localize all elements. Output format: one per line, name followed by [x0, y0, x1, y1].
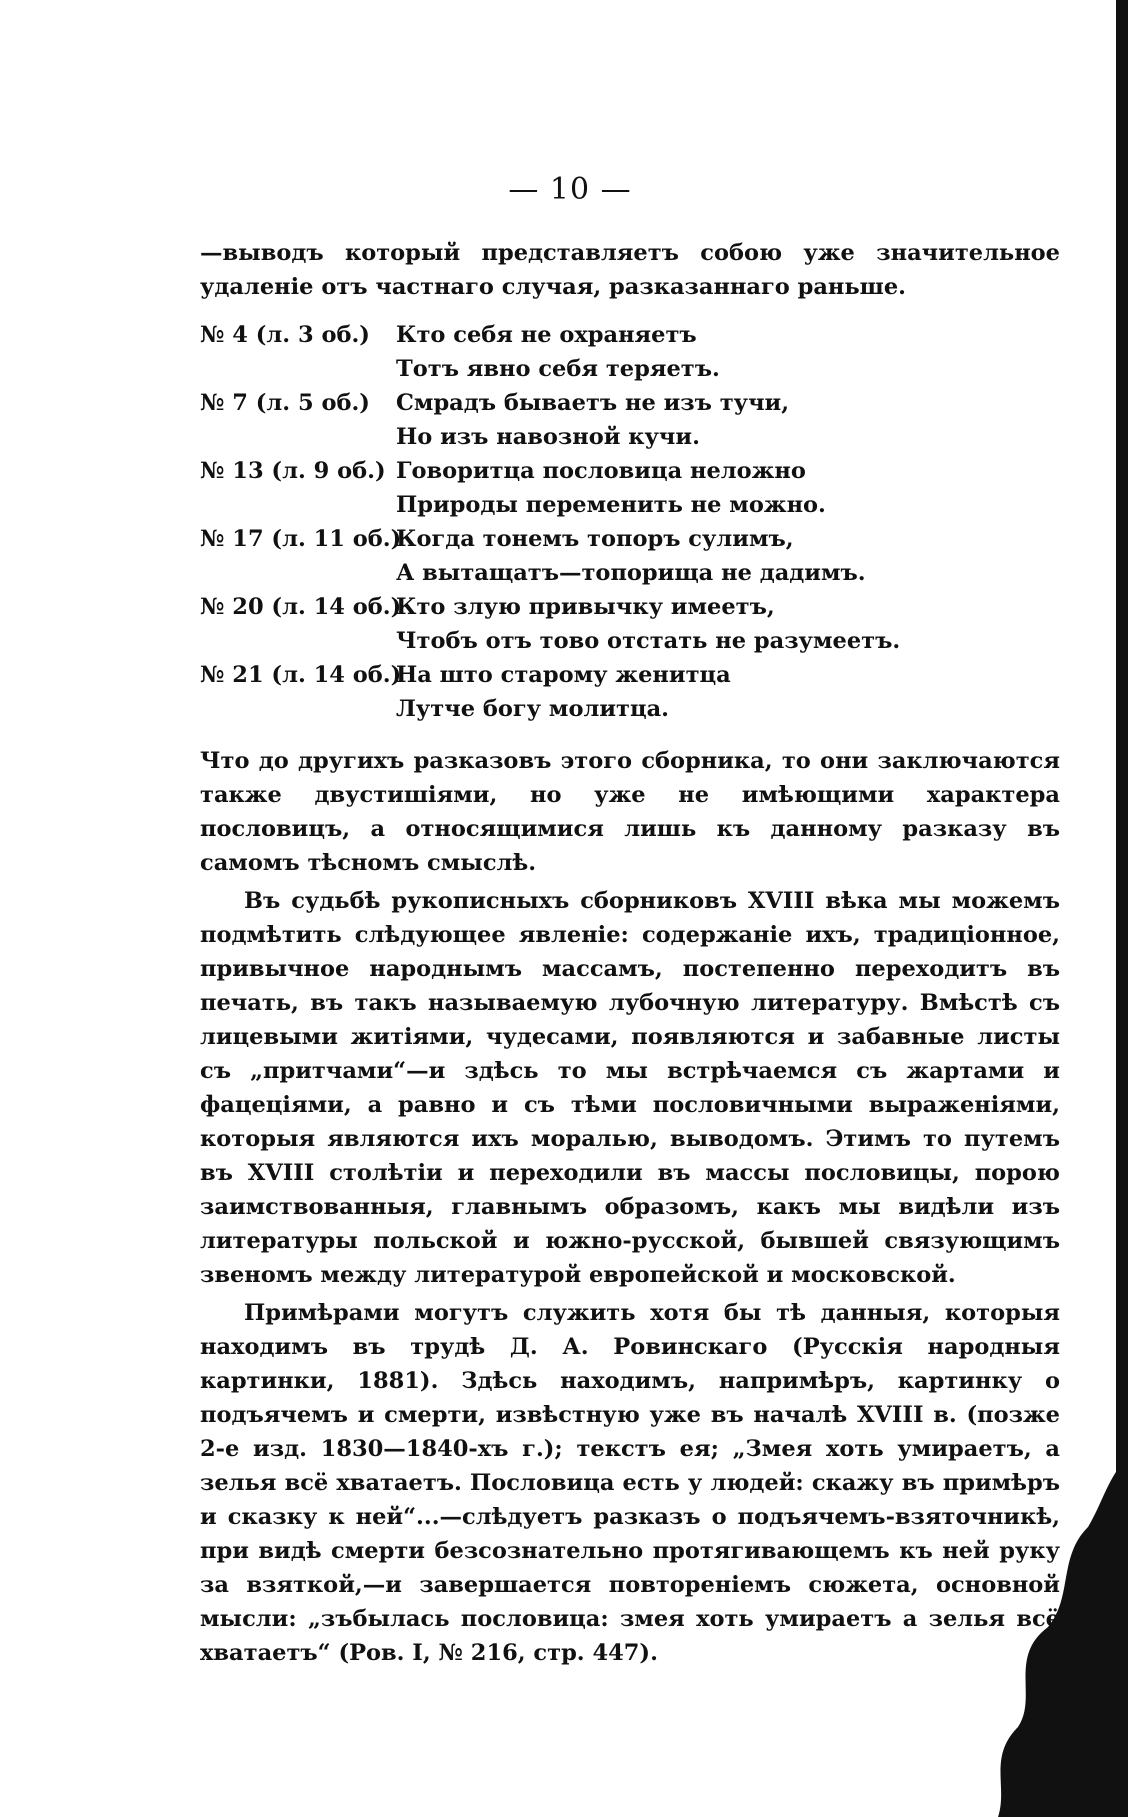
proverb-line: Говоритца пословица неложно [396, 458, 806, 484]
proverb-line: Природы переменить не можно. [396, 492, 826, 518]
proverb-line: Смрадъ бываетъ не изъ тучи, [396, 390, 790, 416]
proverb-line: Кто себя не охраняетъ [396, 322, 697, 348]
proverb-line: Когда тонемъ топоръ сулимъ, [396, 526, 794, 552]
page-body [200, 236, 1060, 1670]
proverb-item [200, 590, 1000, 658]
proverb-item [200, 386, 1000, 454]
body-paragraph-2: Въ судьбѣ рукописныхъ сборниковъ XVIII вѣка мы можемъ подмѣтить слѣдующее явленіе: содержаніе ихъ, традиціонное, привычное народнымъ массамъ, постепенно переходитъ въ печать, въ такъ называемую лубочную литературу. Вмѣстѣ съ лицевыми житіями, чудесами, появляются и забавные листы съ „притчами“—и здѣсь то мы встрѣчаемся съ жартами и фацеціями, а равно и съ тѣми пословичными выраженіями, которыя являются ихъ моралью, выводомъ. Этимъ то путемъ въ XVIII столѣтіи и переходили въ массы пословицы, порою заимствованныя, главнымъ образомъ, какъ мы видѣли изъ литературы польской и южно-русской, бывшей связующимъ звеномъ между литературой европейской и московской. [200, 888, 1060, 1288]
proverb-list [200, 318, 1000, 726]
proverb-line: Чтобъ отъ тово отстать не разумеетъ. [396, 628, 901, 654]
proverb-item [200, 658, 1000, 726]
proverb-line: Кто злую привычку имеетъ, [396, 594, 775, 620]
body-paragraph-1: Что до другихъ разказовъ этого сборника, то они заключаются также двустишіями, но уже не имѣющими характера пословицъ, а относящимися лишь къ данному разказу въ самомъ тѣсномъ смыслѣ. [200, 748, 1060, 876]
proverb-reference: № 20 (л. 14 об.) [200, 594, 402, 620]
page-number: — 10 — [508, 172, 632, 207]
body-paragraph-3: Примѣрами могутъ служить хотя бы тѣ данныя, которыя находимъ въ трудѣ Д. А. Ровинскаго (Русскія народныя картинки, 1881). Здѣсь находимъ, напримѣръ, картинку о подъячемъ и смерти, извѣстную уже въ началѣ XVIII в. (позже 2-е изд. 1830—1840-хъ г.); текстъ ея; „Змея хоть умираетъ, а зелья всё хватаетъ. Пословица есть у людей: скажу въ примѣръ и сказку к ней“...—слѣдуетъ разказъ о подъячемъ-взяточникѣ, при видѣ смерти безсознательно протягивающемъ къ ней руку за взяткой,—и завершается повтореніемъ сюжета, основной мысли: „зъбылась пословица: змея хоть умираетъ а зелья всё хватаетъ“ (Ров. I, № 216, стр. 447). [200, 1300, 1060, 1666]
proverb-item [200, 454, 1000, 522]
proverb-line: Тотъ явно себя теряетъ. [396, 356, 720, 382]
proverb-line: Но изъ навозной кучи. [396, 424, 700, 450]
proverb-reference: № 4 (л. 3 об.) [200, 322, 370, 348]
proverb-reference: № 17 (л. 11 об.) [200, 526, 402, 552]
proverb-item [200, 318, 1000, 386]
proverb-item [200, 522, 1000, 590]
intro-paragraph: —выводъ который представляетъ собою уже значительное удаленіе отъ частнаго случая, разказаннаго раньше. [200, 240, 1060, 300]
proverb-line: На што старому женитца [396, 662, 731, 688]
proverb-line: Лутче богу молитца. [396, 696, 669, 722]
proverb-line: А вытащатъ—топорища не дадимъ. [396, 560, 866, 586]
proverb-reference: № 21 (л. 14 об.) [200, 662, 402, 688]
proverb-reference: № 13 (л. 9 об.) [200, 458, 386, 484]
proverb-reference: № 7 (л. 5 об.) [200, 390, 370, 416]
